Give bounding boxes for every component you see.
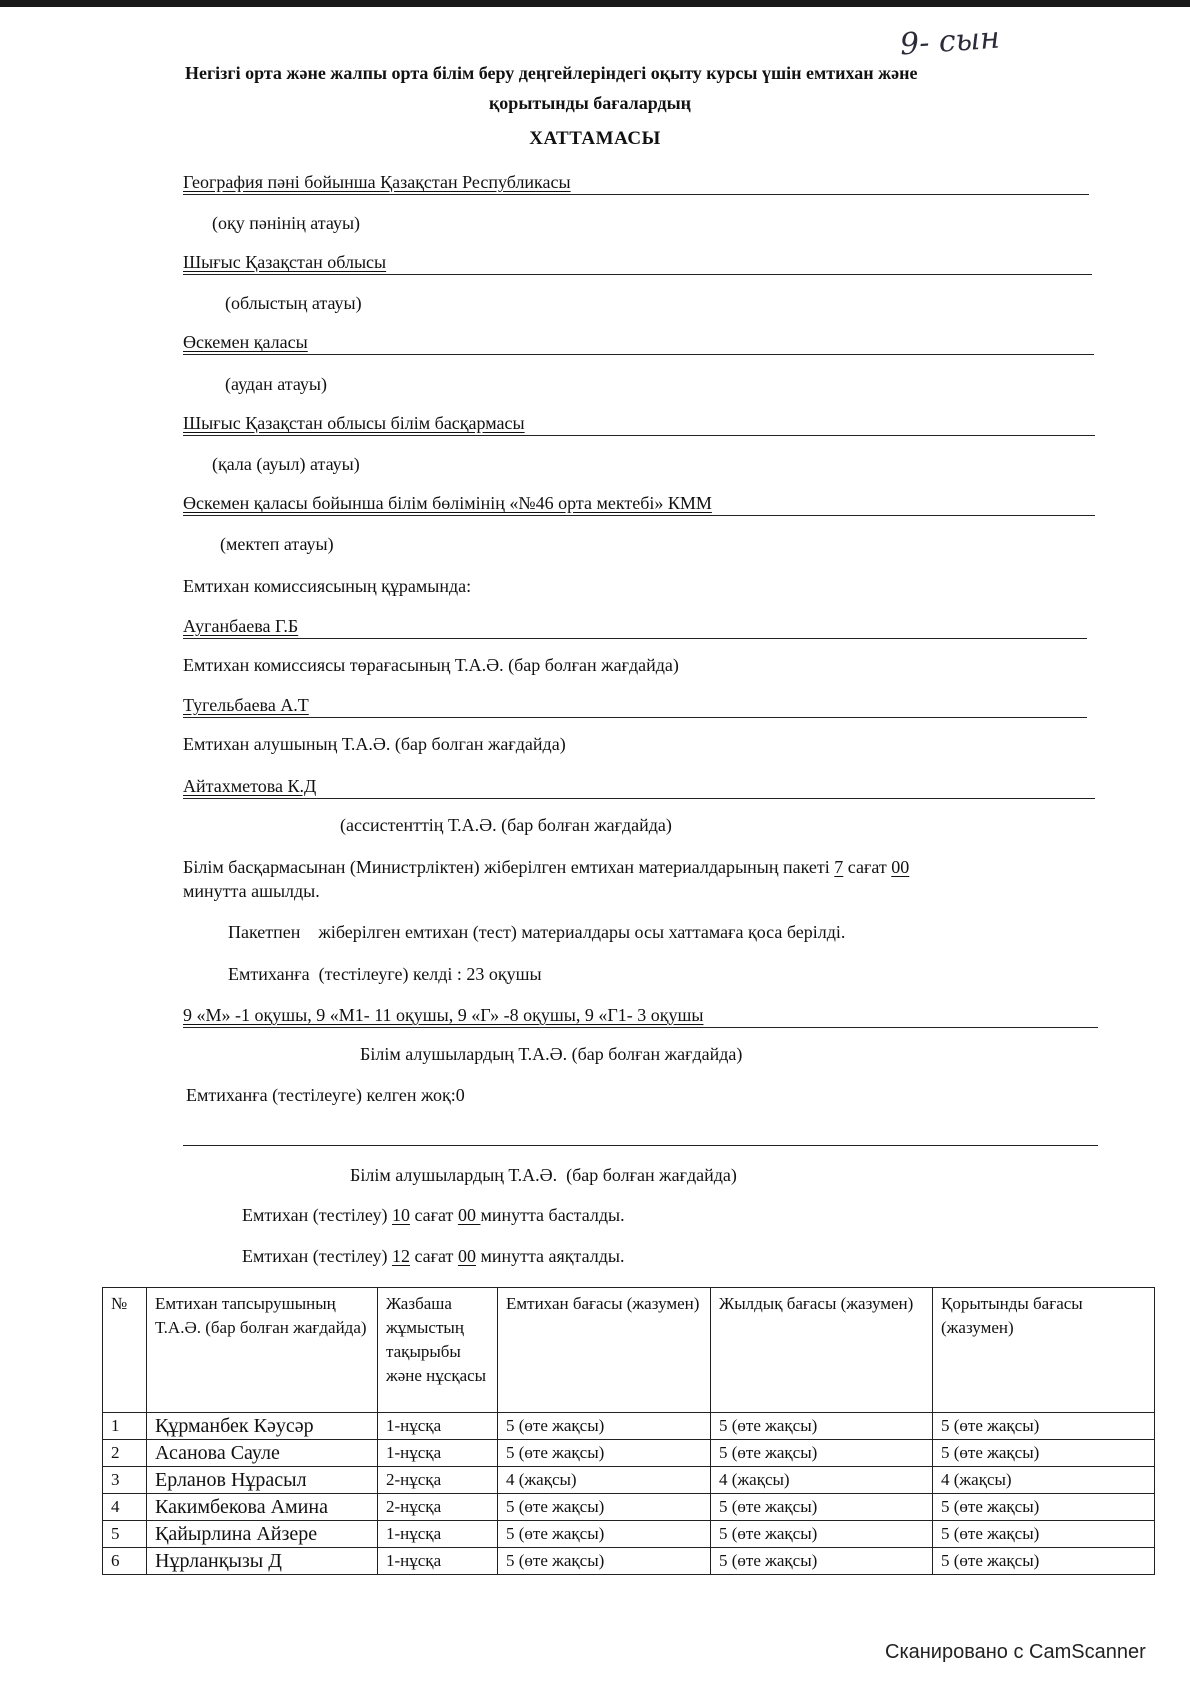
city-field: [183, 411, 1095, 436]
school-caption: (мектеп атауы): [220, 534, 334, 554]
cell-exam-grade: 5 (өте жақсы): [498, 1521, 711, 1548]
cell-exam-grade: 5 (өте жақсы): [498, 1440, 711, 1467]
start-minute: 00: [457, 1205, 481, 1225]
cell-variant: 2-нұсқа: [378, 1494, 498, 1521]
title-line-2: қорытынды бағалардың: [488, 93, 692, 113]
cell-variant: 1-нұсқа: [378, 1413, 498, 1440]
col-header-annual-grade: Жылдық бағасы (жазумен): [711, 1288, 933, 1413]
examiner-field: [183, 693, 1087, 718]
table-header-row: [103, 1288, 1155, 1413]
cell-number: 2: [103, 1440, 147, 1467]
col-header-number: №: [103, 1288, 147, 1413]
table-row: [103, 1548, 1155, 1575]
document-heading: [0, 128, 1190, 150]
cell-annual-grade: 5 (өте жақсы): [711, 1521, 933, 1548]
end-minute: 00: [457, 1246, 476, 1266]
results-table: [102, 1287, 1155, 1575]
scan-top-border: [0, 0, 1190, 7]
cell-exam-grade: 4 (жақсы): [498, 1467, 711, 1494]
col-header-exam-grade: Емтихан бағасы (жазумен): [498, 1288, 711, 1413]
assistant-caption: (ассистенттің Т.А.Ә. (бар болған жағдайда): [340, 815, 672, 835]
scanner-watermark: Сканировано с CamScanner: [885, 1641, 1146, 1663]
cell-annual-grade: 4 (жақсы): [711, 1467, 933, 1494]
school-value: Өскемен қаласы бойынша білім бөлімінің «№46 орта мектебі» КММ: [183, 493, 712, 513]
cell-name: Қайырлина Айзере: [147, 1521, 378, 1548]
package-hour: 7: [834, 857, 844, 877]
cell-final-grade: 5 (өте жақсы): [933, 1548, 1155, 1575]
district-field: [183, 330, 1094, 355]
end-suffix: минутта аяқталды.: [475, 1246, 625, 1266]
region-caption: (облыстың атауы): [225, 293, 362, 313]
cell-name: Құрманбек Кәусәр: [147, 1413, 378, 1440]
cell-name: Ерланов Нұрасыл: [147, 1467, 378, 1494]
chair-caption: Емтихан комиссиясы төрағасының Т.А.Ә. (бар болған жағдайда): [183, 655, 679, 675]
examiner-name: Тугельбаева А.Т: [183, 695, 309, 715]
assistant-name: Айтахметова К.Д: [183, 776, 317, 796]
subject-field: [183, 170, 1089, 195]
cell-variant: 1-нұсқа: [378, 1548, 498, 1575]
end-time: [242, 1244, 625, 1268]
end-hour: 12: [391, 1246, 410, 1266]
cell-number: 3: [103, 1467, 147, 1494]
cell-final-grade: 5 (өте жақсы): [933, 1413, 1155, 1440]
assistant-field: [183, 774, 1095, 799]
cell-exam-grade: 5 (өте жақсы): [498, 1548, 711, 1575]
end-mid: сағат: [409, 1246, 458, 1266]
cell-number: 4: [103, 1494, 147, 1521]
table-row: [103, 1413, 1155, 1440]
absent-blank-line: [183, 1145, 1098, 1146]
cell-final-grade: 5 (өте жақсы): [933, 1521, 1155, 1548]
attended-caption: Білім алушылардың Т.А.Ә. (бар болған жағдайда): [360, 1044, 743, 1064]
cell-name: Асанова Сауле: [147, 1440, 378, 1467]
district-value: Өскемен қаласы: [183, 332, 308, 352]
attended-classes-field: [183, 1003, 1098, 1028]
package-mid: сағат: [843, 857, 892, 877]
package-note: Пакетпен жіберілген емтихан (тест) материалдары осы хаттамаға қоса берілді.: [228, 922, 846, 942]
cell-variant: 1-нұсқа: [378, 1440, 498, 1467]
cell-exam-grade: 5 (өте жақсы): [498, 1413, 711, 1440]
table-row: [103, 1521, 1155, 1548]
title-line-1: Негізгі орта және жалпы орта білім беру деңгейлеріндегі оқыту курсы үшін емтихан және: [185, 63, 918, 83]
table-row: [103, 1440, 1155, 1467]
cell-variant: 1-нұсқа: [378, 1521, 498, 1548]
end-prefix: Емтихан (тестілеу): [242, 1246, 392, 1266]
col-header-variant: Жазбаша жұмыстың тақырыбы және нұсқасы: [378, 1288, 498, 1413]
cell-number: 5: [103, 1521, 147, 1548]
handwritten-note: 9- сын: [898, 20, 1001, 63]
chair-field: [183, 614, 1087, 639]
commission-label: Емтихан комиссиясының құрамында:: [183, 576, 472, 596]
cell-final-grade: 4 (жақсы): [933, 1467, 1155, 1494]
cell-name: Какимбекова Амина: [147, 1494, 378, 1521]
start-time: [242, 1203, 625, 1227]
cell-annual-grade: 5 (өте жақсы): [711, 1440, 933, 1467]
school-field: [183, 491, 1095, 516]
cell-annual-grade: 5 (өте жақсы): [711, 1413, 933, 1440]
package-minute: 00: [891, 857, 910, 877]
attended-label: Емтиханға (тестілеуге) келді : 23 оқушы: [228, 964, 542, 984]
absent-label: Емтиханға (тестілеуге) келген жоқ:0: [186, 1085, 465, 1105]
start-mid: сағат: [409, 1205, 458, 1225]
col-header-final-grade: Қорытынды бағасы (жазумен): [933, 1288, 1155, 1413]
city-value: Шығыс Қазақстан облысы білім басқармасы: [183, 413, 525, 433]
district-caption: (аудан атауы): [225, 374, 327, 394]
table-row: [103, 1494, 1155, 1521]
cell-exam-grade: 5 (өте жақсы): [498, 1494, 711, 1521]
cell-number: 1: [103, 1413, 147, 1440]
start-prefix: Емтихан (тестілеу): [242, 1205, 392, 1225]
table-row: [103, 1467, 1155, 1494]
col-header-name: Емтихан тапсырушының Т.А.Ә. (бар болған жағдайда): [147, 1288, 378, 1413]
cell-final-grade: 5 (өте жақсы): [933, 1440, 1155, 1467]
absent-caption: Білім алушылардың Т.А.Ә. (бар болған жағдайда): [350, 1165, 737, 1185]
subject-caption: (оқу пәнінің атауы): [212, 213, 361, 233]
city-caption: (қала (ауыл) атауы): [212, 454, 360, 474]
cell-annual-grade: 5 (өте жақсы): [711, 1494, 933, 1521]
cell-final-grade: 5 (өте жақсы): [933, 1494, 1155, 1521]
attended-classes: 9 «М» -1 оқушы, 9 «М1- 11 оқушы, 9 «Г» -8 оқушы, 9 «Г1- 3 оқушы: [183, 1005, 704, 1025]
cell-annual-grade: 5 (өте жақсы): [711, 1548, 933, 1575]
package-suffix: минутта ашылды.: [183, 881, 320, 901]
cell-number: 6: [103, 1548, 147, 1575]
subject-value: География пәні бойынша Қазақстан Республикасы: [183, 172, 571, 192]
start-suffix: минутта басталды.: [480, 1205, 625, 1225]
heading-text: ХАТТАМАСЫ: [529, 128, 661, 149]
start-hour: 10: [391, 1205, 410, 1225]
chair-name: Ауганбаева Г.Б: [183, 616, 299, 636]
package-paragraph: [183, 855, 1093, 903]
document-title: [185, 58, 1095, 118]
package-prefix: Білім басқармасынан (Министрліктен) жіберілген емтихан материалдарының пакеті: [183, 857, 835, 877]
cell-variant: 2-нұсқа: [378, 1467, 498, 1494]
region-field: [183, 250, 1092, 275]
region-value: Шығыс Қазақстан облысы: [183, 252, 387, 272]
cell-name: Нұрланқызы Д: [147, 1548, 378, 1575]
examiner-caption: Емтихан алушының Т.А.Ә. (бар болган жағдайда): [183, 734, 566, 754]
